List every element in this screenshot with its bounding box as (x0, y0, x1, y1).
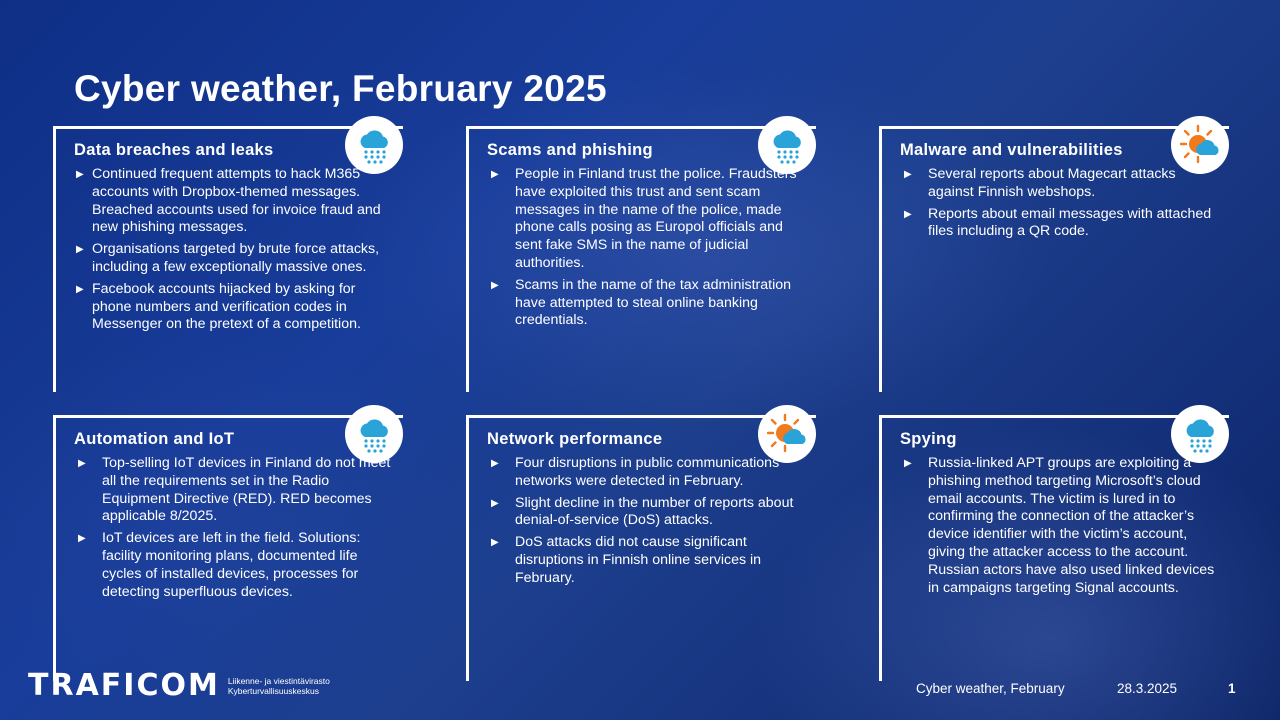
panel-title: Network performance (487, 430, 663, 448)
footer-date: 28.3.2025 (1117, 681, 1178, 696)
list-item: ▶ IoT devices are left in the field. Solutions: facility monitoring plans, documented life cycles of installed devices, processes for detecting superfluous devices. (78, 530, 361, 600)
list-item: ▶ Slight decline in the number of reports about denial-of-service (DoS) attacks. (491, 494, 794, 529)
list-item: ▶ Facebook accounts hijacked by asking for phone numbers and verification codes in Messenger on the pretext of a competition. (76, 280, 361, 333)
logo-wordmark: TRAFICOM (28, 668, 220, 703)
panel-title: Spying (900, 430, 957, 448)
panel-automation-iot (53, 415, 403, 681)
agency-name: Liikenne- ja viestintävirasto Kyberturvallisuuskeskus (227, 675, 330, 696)
bullet-list (74, 455, 392, 605)
list-item: ▶ Russia-linked APT groups are exploiting a phishing method targeting Microsoft’s cloud email accounts. The victim is lured in to confirming the connection of the attacker’s device identifier with the victim’s account, giving the attacker access to the account. Russian actors have also used linked devices in campaigns targeting Signal accounts. (904, 455, 1215, 596)
bullet-list (900, 166, 1218, 245)
panel-malware-vulnerabilities (879, 126, 1229, 392)
slide-title: Cyber weather, February 2025 (74, 68, 607, 109)
footer-doc-title: Cyber weather, February (916, 681, 1065, 696)
panel-spying (879, 415, 1229, 681)
traficom-logo (28, 668, 330, 703)
panel-title: Scams and phishing (487, 141, 653, 159)
panel-title: Data breaches and leaks (74, 141, 274, 159)
bullet-list (487, 166, 805, 334)
panel-data-breaches (53, 126, 403, 392)
bullet-list (74, 166, 392, 338)
panel-title: Automation and IoT (74, 430, 235, 448)
bullet-list (900, 455, 1218, 601)
list-item: ▶ Continued frequent attempts to hack M365 accounts with Dropbox-themed messages. Breached accounts used for invoice fraud and new phishing messages. (76, 166, 381, 236)
list-item: ▶ People in Finland trust the police. Fraudsters have exploited this trust and sent scam messages in the name of the police, made phone calls posing as Europol officials and sent fake SMS in the name of judicial authorities. (491, 166, 797, 271)
list-item: ▶ Organisations targeted by brute force attacks, including a few exceptionally massive ones. (76, 241, 380, 275)
panel-title: Malware and vulnerabilities (900, 141, 1123, 159)
list-item: ▶ Scams in the name of the tax administration have attempted to steal online banking credentials. (491, 276, 792, 329)
panel-network-performance (466, 415, 816, 681)
list-item: ▶ Reports about email messages with attached files including a QR code. (904, 205, 1212, 240)
list-item: ▶ DoS attacks did not cause significant disruptions in Finnish online services in February. (491, 534, 762, 586)
panel-scams-phishing (466, 126, 816, 392)
list-item: ▶ Top-selling IoT devices in Finland do not meet all the requirements set in the Radio Equipment Directive (RED). RED becomes applicable 8/2025. (78, 455, 391, 525)
page-number: 1 (1228, 681, 1236, 696)
list-item: ▶ Four disruptions in public communications networks were detected in February. (491, 455, 780, 489)
list-item: ▶ Several reports about Magecart attacks against Finnish webshops. (904, 166, 1176, 200)
bullet-list (487, 455, 805, 592)
